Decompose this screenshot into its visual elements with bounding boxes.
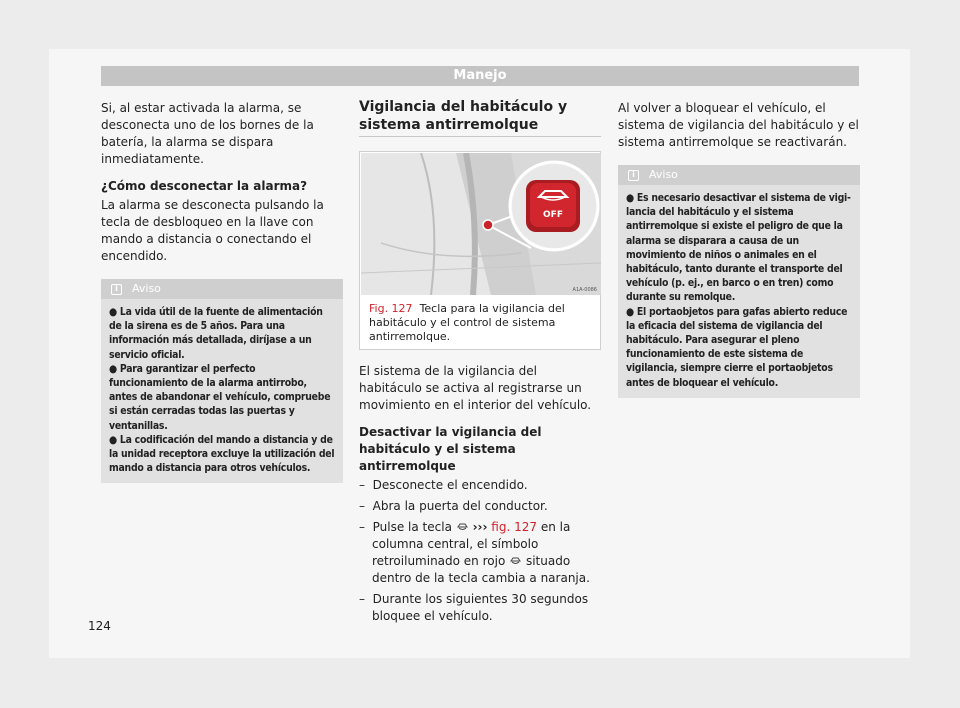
notice-item bbox=[109, 362, 335, 433]
figure-label: Fig. 127 bbox=[369, 302, 413, 315]
notice-item bbox=[109, 305, 335, 362]
page-number: 124 bbox=[88, 619, 111, 633]
notice-header bbox=[101, 279, 343, 299]
step-text: Abra la puerta del conductor. bbox=[372, 499, 548, 513]
notice-item-text: Para garantizar el perfecto funcionamiento de la alarma antirrobo, antes de abandonar el vehículo, compruebe si están cerradas todas las puertas y ventanillas. bbox=[109, 362, 331, 432]
section-title: Vigilancia del habitáculo y sistema antirremolque bbox=[359, 98, 601, 137]
paragraph: El sistema de la vigilancia del habitáculo se activa al registrarse un movimiento en el interior del vehículo. bbox=[359, 364, 592, 412]
step-item: – Pulse la tecla ››› fig. 127 en la columna central, el símbolo retroiluminado en rojo situado dentro de la tecla cambia a naranja. bbox=[359, 520, 590, 585]
column-2 bbox=[359, 100, 601, 629]
notice-item-text: La codificación del mando a distancia y de la unidad receptora excluye la utilización del mando a distancia para otros vehículos. bbox=[109, 433, 335, 475]
column-3 bbox=[618, 100, 860, 398]
link-arrows: ››› bbox=[472, 520, 488, 534]
paragraph: Al volver a bloquear el vehículo, el sistema de vigilancia del habitáculo y el sistema antirremolque se reactivarán. bbox=[618, 101, 859, 149]
interior-monitor-icon bbox=[456, 522, 469, 532]
interior-monitor-icon bbox=[509, 556, 522, 566]
notice-title: Aviso bbox=[649, 168, 678, 181]
subsection-title: Desactivar la vigilancia del habitáculo y el sistema antirremolque bbox=[359, 425, 542, 473]
paragraph: La alarma se desconecta pulsando la tecla de desbloqueo en la llave con mando a distancia o conectando el encendido. bbox=[101, 198, 324, 263]
bullet-icon: ● bbox=[109, 433, 117, 446]
page-header: Manejo bbox=[101, 66, 859, 86]
notice-item bbox=[626, 191, 852, 305]
step-text: Durante los siguientes 30 segundos bloquee el vehículo. bbox=[372, 592, 589, 623]
notice-header bbox=[618, 165, 860, 185]
info-icon: i bbox=[111, 284, 122, 295]
notice-item bbox=[626, 305, 852, 390]
column-1 bbox=[101, 100, 343, 483]
step-item: – Abra la puerta del conductor. bbox=[359, 499, 548, 513]
notice-box bbox=[101, 279, 343, 483]
figure-caption-text: Tecla para la vigilancia del habitáculo y el control de sistema antirremolque. bbox=[369, 302, 565, 343]
bullet-icon: ● bbox=[626, 305, 634, 318]
car-interior-illustration bbox=[361, 153, 601, 295]
figure-code: A1A-0086 bbox=[572, 287, 597, 293]
figure-caption bbox=[361, 295, 599, 348]
notice-item-text: El portaobjetos para gafas abierto reduce la eficacia del sistema de vigilancia del habitáculo. Para asegurar el pleno funcionamiento de este sistema de vigilancia, siempre cierre el portaobjetos antes de bloquear el vehículo. bbox=[626, 305, 848, 389]
notice-box bbox=[618, 165, 860, 398]
step-text: Desconecte el encendido. bbox=[372, 478, 528, 492]
figure-image bbox=[361, 153, 601, 295]
figure-reference-link[interactable]: fig. 127 bbox=[491, 520, 537, 534]
bullet-icon: ● bbox=[109, 362, 117, 375]
bullet-icon: ● bbox=[626, 192, 634, 204]
step-text: Pulse la tecla bbox=[372, 520, 452, 534]
notice-body bbox=[618, 185, 860, 398]
step-item: – Desconecte el encendido. bbox=[359, 478, 528, 492]
notice-item-text: Es necesario desactivar el sistema de vigilancia del habitáculo y el sistema antirremolque si existe el peligro de que la alarma se disparara a causa de un movimiento de niños o animales en el habitáculo, tanto durante el transporte del vehículo (p. ej., en barco o en tren) como durante su remolque. bbox=[626, 192, 851, 304]
notice-title: Aviso bbox=[132, 282, 161, 295]
notice-body bbox=[101, 299, 343, 483]
figure bbox=[359, 151, 601, 350]
step-text: en la columna central, el símbolo retroiluminado en rojo bbox=[372, 520, 571, 568]
notice-item bbox=[109, 433, 335, 476]
step-text: situado dentro de la tecla cambia a naranja. bbox=[372, 554, 590, 585]
step-item: – Durante los siguientes 30 segundos bloquee el vehículo. bbox=[359, 592, 589, 623]
notice-item-text: La vida útil de la fuente de alimentación de la sirena es de 5 años. Para una información más detallada, diríjase a un servicio oficial. bbox=[109, 306, 323, 361]
info-icon: i bbox=[628, 170, 639, 181]
off-label: OFF bbox=[543, 210, 563, 220]
bullet-icon: ● bbox=[109, 306, 117, 318]
question-title: ¿Cómo desconectar la alarma? bbox=[101, 179, 308, 193]
paragraph: Si, al estar activada la alarma, se desconecta uno de los bornes de la batería, la alarma se dispara inmediatamente. bbox=[101, 101, 314, 166]
